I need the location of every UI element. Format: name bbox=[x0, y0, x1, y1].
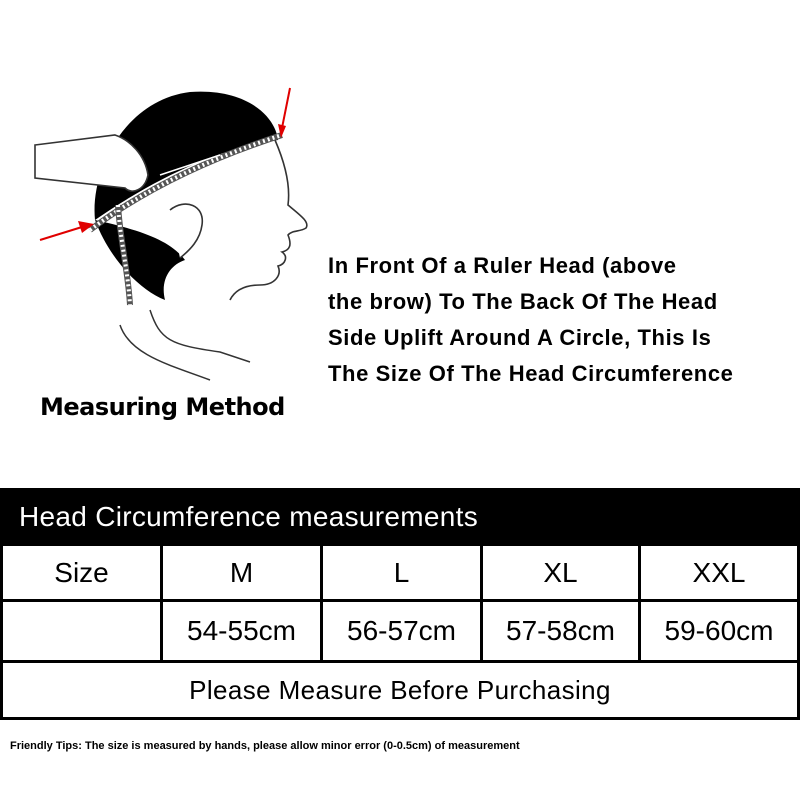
description-line: In Front Of a Ruler Head (above bbox=[328, 253, 677, 278]
measurement-cell: 56-57cm bbox=[323, 602, 483, 660]
size-row-label: Size bbox=[3, 546, 163, 599]
size-cell: XXL bbox=[692, 556, 746, 588]
measurement-cell: 59-60cm bbox=[664, 615, 774, 646]
measurement-cell: 57-58cm bbox=[483, 602, 641, 660]
measurement-description bbox=[328, 248, 798, 392]
size-cell: M bbox=[163, 546, 323, 599]
friendly-tips: Friendly Tips: The size is measured by hands, please allow minor error (0-0.5cm) of measurement bbox=[10, 740, 520, 752]
table-title: Head Circumference measurements bbox=[3, 491, 797, 543]
head-measuring-illustration-icon bbox=[20, 80, 320, 390]
table-row bbox=[3, 546, 797, 599]
head-measuring-illustration bbox=[20, 80, 320, 390]
description-line: The Size Of The Head Circumference bbox=[328, 361, 734, 386]
purchase-notice: Please Measure Before Purchasing bbox=[189, 674, 611, 705]
description-line: the brow) To The Back Of The Head bbox=[328, 289, 718, 314]
size-cell: XL bbox=[483, 546, 641, 599]
empty-cell bbox=[3, 602, 163, 660]
measurement-cell: 54-55cm bbox=[163, 602, 323, 660]
size-cell: L bbox=[323, 546, 483, 599]
description-line: Side Uplift Around A Circle, This Is bbox=[328, 325, 712, 350]
measuring-method-label: Measuring Method bbox=[40, 393, 285, 421]
size-chart-table bbox=[0, 488, 800, 720]
table-row bbox=[3, 602, 797, 660]
